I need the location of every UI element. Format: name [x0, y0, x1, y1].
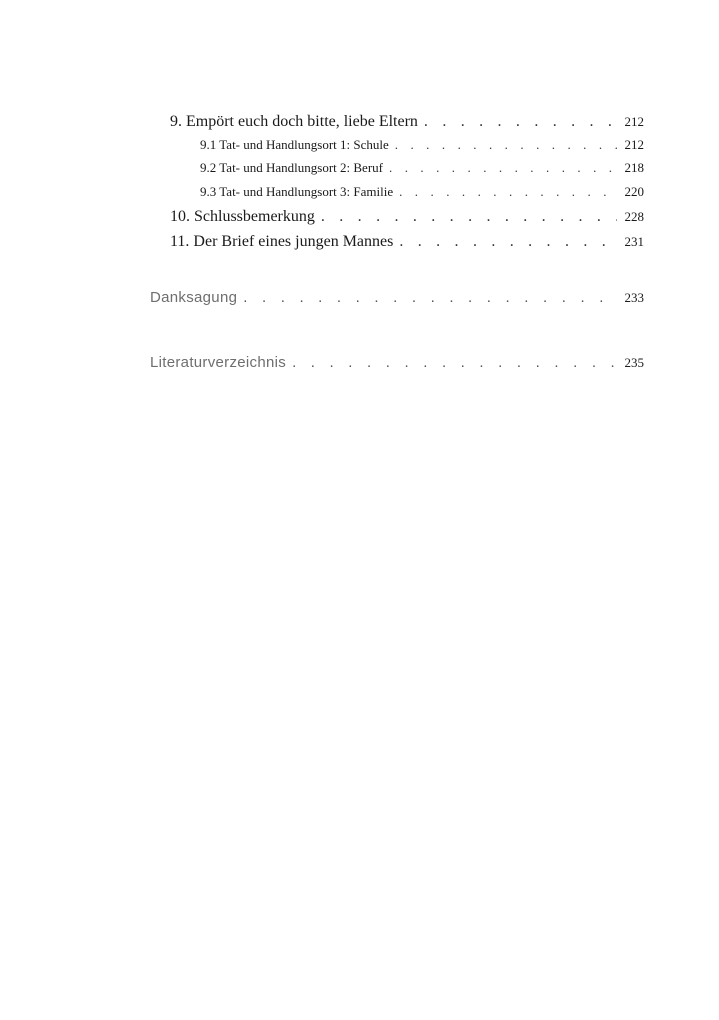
- toc-entry-danksagung: [150, 289, 644, 306]
- toc-entry-chapter-11: [170, 233, 644, 251]
- dot-leader: [292, 354, 616, 371]
- toc-entry-chapter-10: [170, 208, 644, 226]
- toc-entry-page: 212: [624, 114, 644, 129]
- dot-leader: [243, 289, 616, 306]
- toc-entry-page: 235: [624, 355, 644, 370]
- toc-entry-title: 9.3 Tat- und Handlungsort 3: Familie: [200, 184, 394, 199]
- dot-leader: [424, 113, 617, 131]
- toc-entry-page: 228: [624, 209, 644, 224]
- toc-entry-literaturverzeichnis: [150, 354, 644, 371]
- toc-entry-title: 10. Schlussbemerkung: [170, 208, 315, 225]
- toc-entry-title: 9. Empört euch doch bitte, liebe Eltern: [170, 113, 418, 130]
- toc-entry-title: Danksagung: [150, 289, 238, 306]
- dot-leader: [389, 160, 617, 176]
- toc-entry-page: 231: [624, 234, 644, 249]
- toc-entry-title: 9.2 Tat- und Handlungsort 2: Beruf: [200, 160, 383, 175]
- toc-entry-title: 9.1 Tat- und Handlungsort 1: Schule: [200, 137, 389, 152]
- toc-entry-page: 218: [624, 160, 644, 175]
- toc-entry-page: 233: [624, 290, 644, 305]
- dot-leader: [399, 233, 616, 251]
- toc-entry-chapter-9: [170, 113, 644, 131]
- toc-entry-page: 212: [624, 137, 644, 152]
- dot-leader: [399, 184, 616, 200]
- toc-entry-section-9-3: [200, 184, 644, 200]
- toc-entry-title: Literaturverzeichnis: [150, 354, 287, 371]
- dot-leader: [395, 137, 617, 153]
- toc-entry-page: 220: [624, 184, 644, 199]
- dot-leader: [321, 208, 617, 226]
- toc-entry-section-9-1: [200, 137, 644, 153]
- toc-entry-section-9-2: [200, 160, 644, 176]
- toc-entry-title: 11. Der Brief eines jungen Mannes: [170, 233, 394, 250]
